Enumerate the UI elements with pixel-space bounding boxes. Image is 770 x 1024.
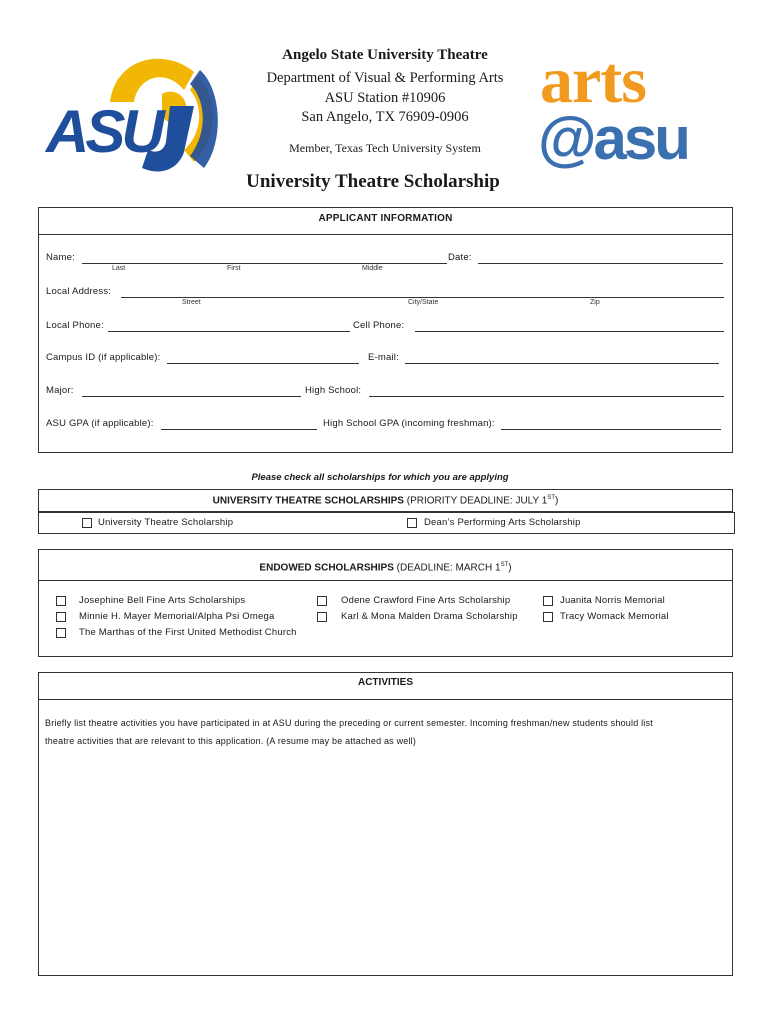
bell-checkbox[interactable] [56,596,66,606]
mayer-label: Minnie H. Mayer Memorial/Alpha Psi Omega [79,611,275,622]
major-label: Major: [46,385,74,396]
applicant-heading-divider [39,234,732,235]
name-label: Name: [46,252,75,263]
email-field[interactable] [405,363,719,364]
activities-section [38,672,733,976]
hs-gpa-field[interactable] [501,429,721,430]
endowed-divider [39,580,732,581]
phone-label: Local Phone: [46,320,104,331]
address-citystate-caption: City/State [408,299,439,306]
asu-logo-text: ASU [46,98,161,165]
header-dept: Department of Visual & Performing Arts [266,70,504,86]
ut-scholarship-checkbox[interactable] [82,518,92,528]
name-first-caption: First [227,265,241,272]
address-label: Local Address: [46,286,112,297]
activities-instructions-line1: Briefly list theatre activities you have participated in at ASU during the preceding or current semester. Incoming freshman/new students should list [45,718,653,728]
endowed-heading: ENDOWED SCHOLARSHIPS [259,562,394,574]
norris-checkbox[interactable] [543,596,553,606]
activities-instructions-line2: theatre activities that are relevant to this application. (A resume may be attached as well) [45,736,417,746]
endowed-deadline-sup: ST [500,562,509,568]
ut-heading: UNIVERSITY THEATRE SCHOLARSHIPS [212,495,404,507]
activities-heading: ACTIVITIES [357,677,413,688]
bell-label: Josephine Bell Fine Arts Scholarships [79,595,246,606]
endowed-section [38,549,733,657]
hs-gpa-label: High School GPA (incoming freshman): [323,418,495,429]
cell-label: Cell Phone: [353,320,405,331]
high-school-label: High School: [305,385,362,396]
arts-logo-bottom: @asu [538,105,688,172]
address-field[interactable] [121,297,724,298]
address-street-caption: Street [182,299,201,306]
activities-text-area[interactable] [43,755,727,970]
header-member: Member, Texas Tech University System [289,141,481,155]
ut-deadline: (PRIORITY DEADLINE: JULY 1 [406,495,548,507]
email-label: E-mail: [368,352,399,363]
ut-deadline-close: ) [555,495,559,507]
arts-logo-top: arts [540,44,646,117]
header-station: ASU Station #10906 [324,90,446,106]
name-field[interactable] [82,263,447,264]
deans-scholarship-label: Dean’s Performing Arts Scholarship [424,517,581,528]
marthas-label: The Marthas of the First United Methodist Church [79,627,297,638]
malden-label: Karl & Mona Malden Drama Scholarship [341,611,518,622]
ut-scholarships-options [38,512,735,534]
asu-gpa-label: ASU GPA (if applicable): [46,418,154,429]
endowed-header [39,562,732,573]
campus-id-label: Campus ID (if applicable): [46,352,161,363]
header-title: Angelo State University Theatre [282,47,488,63]
norris-label: Juanita Norris Memorial [560,595,665,606]
activities-divider [39,699,732,700]
deans-scholarship-checkbox[interactable] [407,518,417,528]
crawford-label: Odene Crawford Fine Arts Scholarship [341,595,511,606]
asu-gpa-field[interactable] [161,429,317,430]
ut-scholarships-header [38,489,733,512]
applicant-heading: APPLICANT INFORMATION [318,213,453,224]
header-city: San Angelo, TX 76909-0906 [301,109,469,125]
mayer-checkbox[interactable] [56,612,66,622]
malden-checkbox[interactable] [317,612,327,622]
cell-field[interactable] [415,331,724,332]
ut-scholarship-label: University Theatre Scholarship [98,517,234,528]
applicant-section [38,207,733,453]
major-field[interactable] [82,396,301,397]
marthas-checkbox[interactable] [56,628,66,638]
name-middle-caption: Middle [362,265,383,272]
crawford-checkbox[interactable] [317,596,327,606]
endowed-deadline: (DEADLINE: MARCH 1 [396,562,501,574]
high-school-field[interactable] [369,396,724,397]
address-zip-caption: Zip [590,299,600,306]
date-field[interactable] [478,263,723,264]
date-label: Date: [448,252,472,263]
ut-deadline-sup: ST [547,495,556,501]
phone-field[interactable] [108,331,350,332]
womack-label: Tracy Womack Memorial [560,611,669,622]
campus-id-field[interactable] [167,363,359,364]
form-title: University Theatre Scholarship [246,171,500,192]
endowed-deadline-close: ) [508,562,512,574]
instructions-text: Please check all scholarships for which you are applying [251,472,509,483]
womack-checkbox[interactable] [543,612,553,622]
name-last-caption: Last [112,265,126,272]
